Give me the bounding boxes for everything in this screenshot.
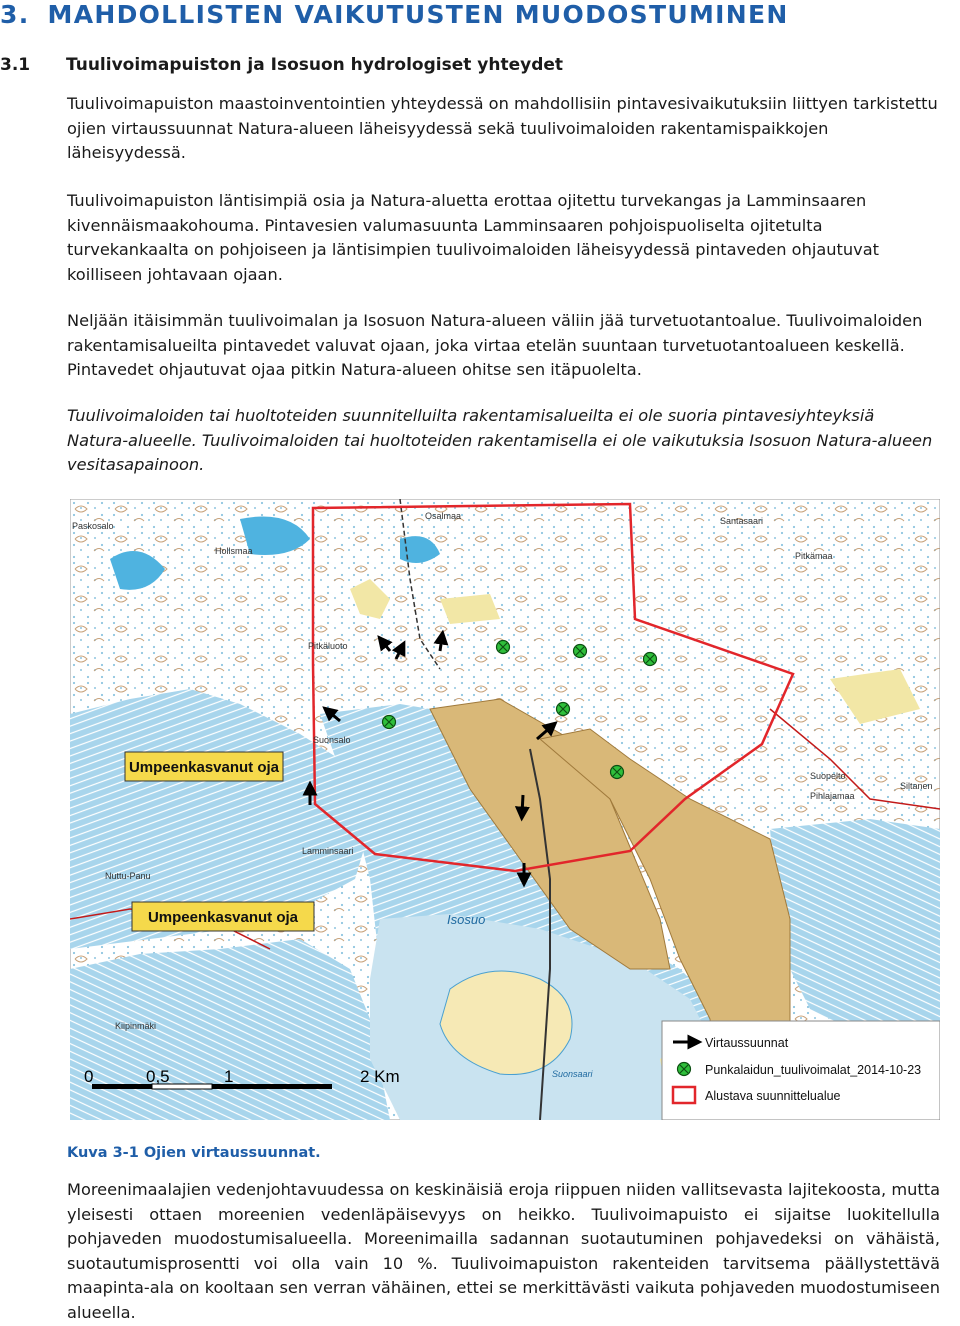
place-label: Osalmaa (425, 511, 462, 521)
section-title: Tuulivoimapuiston ja Isosuon hydrologiset yhteydet (66, 55, 564, 75)
map-legend (662, 1021, 940, 1120)
scale-tick: 2 Km (360, 1067, 400, 1086)
callout-box (132, 902, 314, 931)
chapter-heading (0, 0, 789, 30)
turbine-marker (497, 641, 510, 654)
callout-label: Umpeenkasvanut oja (147, 909, 299, 926)
flow-arrow (522, 795, 523, 814)
paragraph-4: Tuulivoimaloiden tai huoltoteiden suunnitelluilta rakentamisalueilta ei ole suoria pintavesiyhteyksiä Natura-alueelle. Tuulivoimaloiden tai huoltoteiden rakentamisella ei ole vaikutuksia Isosuon Natura-alueen vesitasapainoon. (67, 406, 933, 475)
place-label: Paskosalo (72, 521, 114, 531)
place-label: Kiipinmäki (115, 1021, 157, 1031)
paragraph-1: Tuulivoimapuiston maastoinventointien yhteydessä on mahdollisiin pintavesivaikutuksiin liittyen tarkistettu ojien virtaussuunnat Natura-alueen läheisyydessä sekä tuulivoimaloiden rakentamispaikkojen läheisyydessä. (67, 94, 938, 163)
place-label: Isosuo (447, 912, 486, 927)
paragraph-5: Moreenimaalajien vedenjohtavuudessa on keskinäisiä eroja riippuen niiden vallitsevasta lajitekoosta, mutta yleisesti ottaen moreenien vedenläpäisevyys on heikko. Tuulivoimapuisto ei sijaitse luokitellulla pohjaveden muodostumisalueella. Moreenimailla sadannan suotautuminen pohjavedeksi on vähäistä, suotautumisprosentti voi olla vain 10 %. Tuulivoimapuiston rakenteiden tarvitsema päällystettävä maapinta-ala on kooltaan sen verran vähäinen, ettei se merkittävästi vaikuta pohjaveden muodostumiseen alueella. (67, 1180, 940, 1322)
paragraph-3: Neljään itäisimmän tuulivoimalan ja Isosuon Natura-alueen väliin jää turvetuotantoalue. Tuulivoimaloiden rakentamisalueilta pintavedet valuvat ojaan, joka virtaa etelän suuntaan turvetuotantoalueen keskellä. Pintavedet ohjautuvat ojaa pitkin Natura-alueen ohitse sen itäpuolelta. (67, 311, 923, 380)
paragraph-2: Tuulivoimapuiston läntisimpiä osia ja Natura-aluetta erottaa ojitettu turvekangas ja Lamminsaaren kivennäismaakohouma. Pintavesien valumasuunta Lamminsaaren pohjoispuoliselta ojitetulta turvekankaalta on pohjoiseen ja läntisimpien tuulivoimaloiden läheisyydessä pintaveden ohjautuvat koilliseen johtavaan ojaan. (67, 191, 879, 284)
legend-label: Virtaussuunnat (705, 1036, 789, 1050)
place-label: Pitkäluoto (308, 641, 348, 651)
figure-caption: Kuva 3-1 Ojien virtaussuunnat. (67, 1145, 321, 1161)
place-label: Lamminsaari (302, 846, 354, 856)
scale-tick: 1 (224, 1067, 234, 1086)
legend-label: Alustava suunnittelualue (705, 1089, 841, 1103)
callout-label: Umpeenkasvanut oja (128, 759, 280, 776)
place-label: Suonsaari (552, 1069, 593, 1079)
flow-arrow (440, 637, 442, 651)
place-label: Santasaari (720, 516, 764, 526)
turbine-marker (644, 653, 657, 666)
section-number: 3.1 (0, 55, 31, 75)
turbine-marker (383, 716, 396, 729)
place-label: Pihlajamaa (810, 791, 855, 801)
section-heading (0, 53, 563, 77)
callout-box (125, 752, 283, 781)
turbine-marker (611, 766, 624, 779)
place-label: Suonsalo (313, 735, 351, 745)
drainage-map (70, 499, 940, 1120)
place-label: Hollsmaa (215, 546, 253, 556)
turbine-marker (557, 703, 570, 716)
place-label: Nuttu-Panu (105, 871, 151, 881)
chapter-title: MAHDOLLISTEN VAIKUTUSTEN MUODOSTUMINEN (47, 0, 789, 29)
chapter-number: 3. (0, 0, 30, 29)
scale-tick: 0 (84, 1067, 94, 1086)
legend-turbine-icon (678, 1063, 691, 1076)
place-label: Pitkämaa (795, 551, 833, 561)
scale-tick: 0,5 (146, 1067, 170, 1086)
place-label: Siltanen (900, 781, 933, 791)
field-north (440, 594, 500, 624)
turbine-marker (574, 645, 587, 658)
place-label: Suopelto (810, 771, 846, 781)
legend-label: Punkalaidun_tuulivoimalat_2014-10-23 (705, 1063, 922, 1077)
